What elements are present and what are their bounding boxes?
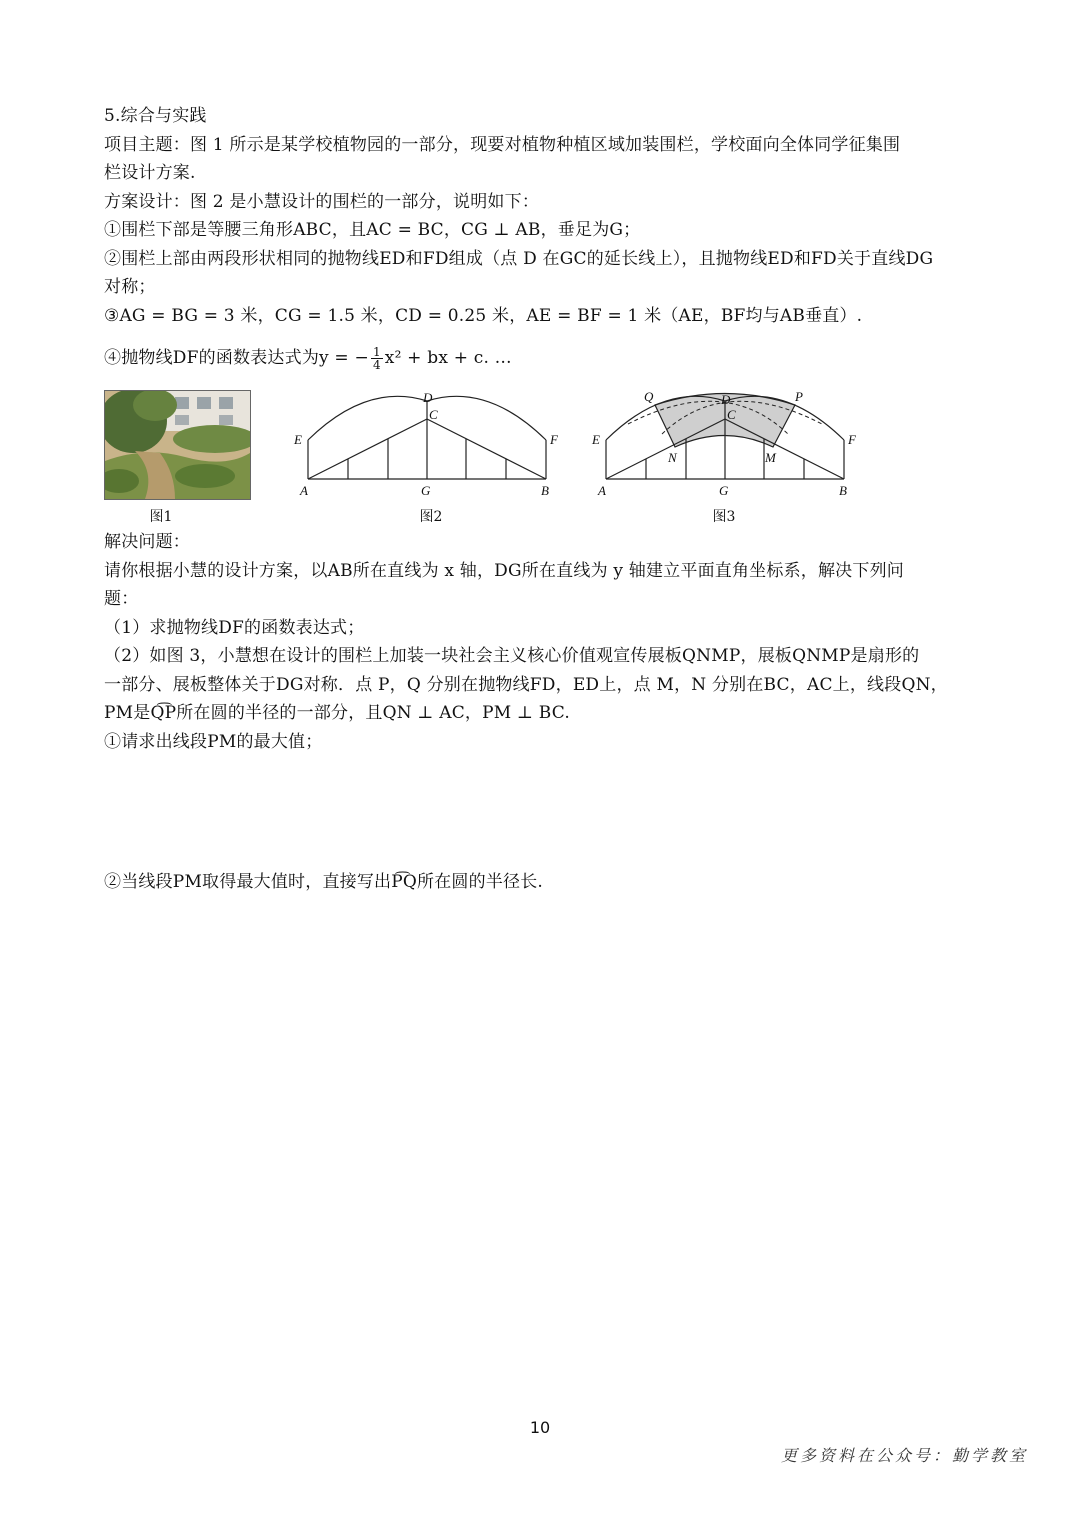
fig3-label-f: F [848,432,856,447]
instruction-line-2: 题： [104,589,139,609]
item-4-suffix: x² + bx + c. … [384,348,512,368]
item-4-prefix: ④抛物线DF的函数表达式为y = − [104,348,369,368]
question-2-sub-1: ①请求出线段PM的最大值； [104,732,323,752]
fig2-label-g: G [421,483,431,498]
fig1-caption: 图1 [149,509,173,525]
garden-photo-drawing [105,391,250,499]
fig2-segment-ac [308,419,427,479]
fig3-label-q: Q [644,389,654,404]
topic-line-1: 项目主题：图 1 所示是某学校植物园的一部分，现要对植物种植区域加装围栏，学校面向全体同学征集围 [104,135,901,155]
design-item-4 [104,346,984,371]
problem-heading: 5.综合与实践 [104,106,207,126]
question-2-line-2: 一部分、展板整体关于DG对称．点 P，Q 分别在抛物线FD，ED上，点 M，N 分别在BC，AC上，线段QN， [104,675,948,695]
design-item-3: ③AG = BG = 3 米，CG = 1.5 米，CD = 0.25 米，AE = BF = 1 米（AE，BF均与AB垂直）. [104,306,863,326]
fraction-denominator: 4 [372,358,381,372]
topic-line-2: 栏设计方案. [104,163,196,183]
fig3-label-n: N [668,450,677,465]
fig3-label-p: P [795,389,803,404]
fig2-label-a: A [300,483,308,498]
question-2-line-3: PM是Q͡P所在圆的半径的一部分，且QN ⊥ AC，PM ⊥ BC. [104,703,570,723]
design-intro: 方案设计：图 2 是小慧设计的围栏的一部分，说明如下： [104,192,540,212]
fig3-label-b: B [839,483,847,498]
question-2-line-1: （2）如图 3，小慧想在设计的围栏上加装一块社会主义核心价值观宣传展板QNMP，展板QNMP是扇形的 [104,646,920,666]
fig2-label-d: D [423,390,433,405]
fig3-label-e: E [592,432,600,447]
solve-heading: 解决问题： [104,532,190,552]
fig2-label-c: C [429,407,438,422]
design-item-2a: ②围栏上部由两段形状相同的抛物线ED和FD组成（点 D 在GC的延长线上），且抛物线ED和FD关于直线DG [104,249,934,269]
figure-2 [290,388,570,500]
fraction [371,346,383,371]
fig2-caption: 图2 [419,509,443,525]
fig3-label-a: A [598,483,606,498]
question-2-sub-2: ②当线段PM取得最大值时，直接写出P͡Q所在圆的半径长. [104,872,544,892]
question-1: （1）求抛物线DF的函数表达式； [104,618,365,638]
design-item-1: ①围栏下部是等腰三角形ABC，且AC = BC，CG ⊥ AB，垂足为G； [104,220,641,240]
fig3-label-m: M [765,450,776,465]
fig3-label-g: G [719,483,729,498]
fig2-segment-bc [427,419,546,479]
fraction-numerator: 1 [372,345,381,359]
fig2-label-f: F [550,432,558,447]
figure-3 [588,384,868,500]
watermark: 更多资料在公众号：勤学教室 [780,1446,1028,1465]
fig2-label-e: E [294,432,302,447]
instruction-line-1: 请你根据小慧的设计方案，以AB所在直线为 x 轴，DG所在直线为 y 轴建立平面直角坐标系，解决下列问 [104,561,904,581]
garden-photo [104,390,251,500]
fig3-label-d: D [721,392,731,407]
page-number: 10 [529,1418,551,1437]
design-item-2b: 对称； [104,277,156,297]
fig3-caption: 图3 [712,509,736,525]
fig2-label-b: B [541,483,549,498]
fig3-label-c: C [727,407,736,422]
